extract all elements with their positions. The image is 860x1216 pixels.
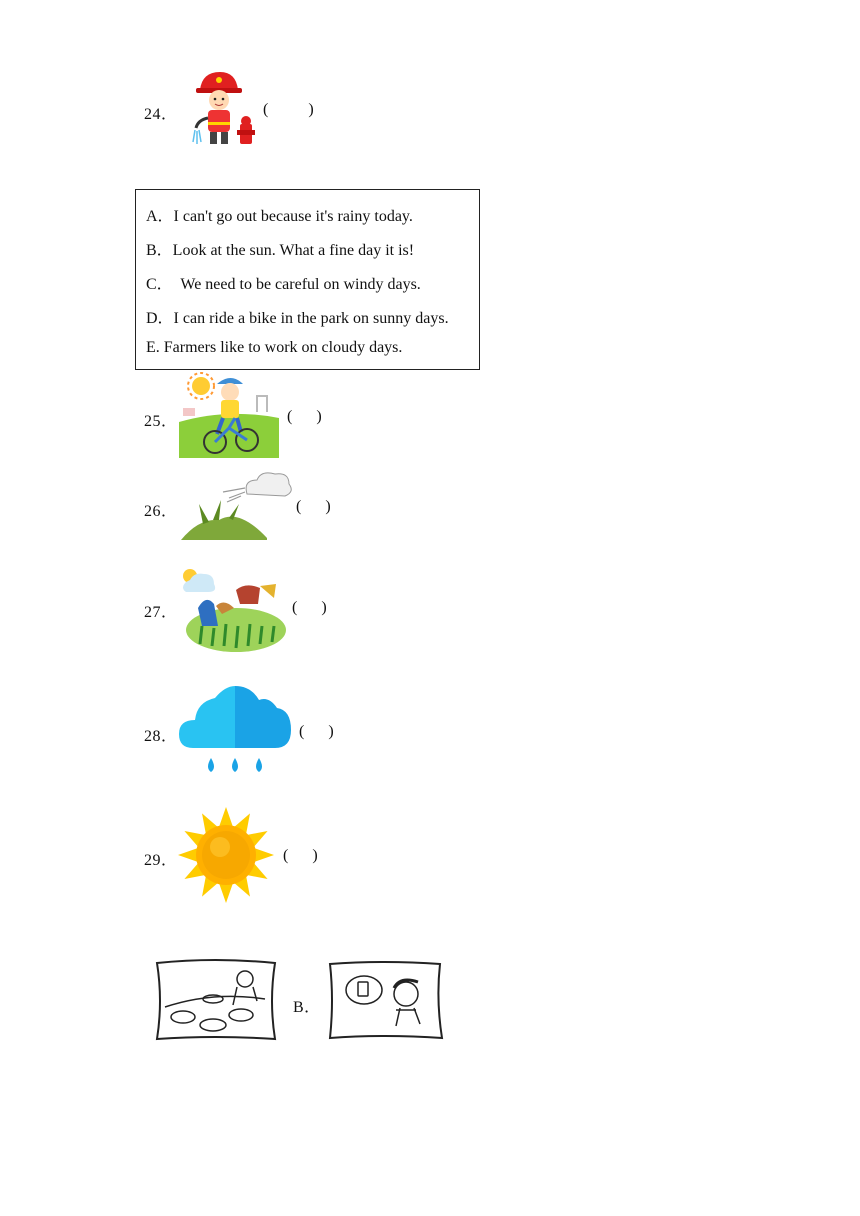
question-28-number: 28． — [144, 728, 178, 745]
options-box — [135, 189, 480, 370]
question-25-number: 25． — [144, 413, 178, 430]
answer-blank-27[interactable]: ( ) — [292, 599, 327, 616]
answer-blank-25[interactable]: ( ) — [287, 408, 322, 425]
option-e: E. Farmers like to work on cloudy days. — [146, 339, 403, 356]
rain-cloud-icon — [179, 686, 291, 782]
windy-cloud-image — [179, 468, 295, 544]
question-29-number: 29． — [144, 852, 178, 869]
thirsty-boy-picture — [326, 960, 444, 1042]
option-b-label: B． — [293, 999, 321, 1016]
farmers-in-field-image — [180, 564, 288, 654]
option-c: C． We need to be careful on windy days. — [146, 276, 421, 293]
option-a: A．I can't go out because it's rainy today. — [146, 208, 413, 225]
firefighter-image — [188, 70, 256, 150]
answer-blank-24[interactable]: ( ) — [263, 101, 314, 118]
dinner-table-picture — [153, 957, 279, 1043]
sun-icon — [178, 806, 274, 904]
answer-blank-28[interactable]: ( ) — [299, 723, 334, 740]
answer-blank-29[interactable]: ( ) — [283, 847, 318, 864]
option-d: D．I can ride a bike in the park on sunny days. — [146, 310, 449, 327]
question-27-number: 27． — [144, 604, 178, 621]
answer-blank-26[interactable]: ( ) — [296, 498, 331, 515]
question-24-number: 24． — [144, 106, 178, 123]
question-26-number: 26． — [144, 503, 178, 520]
option-b: B．Look at the sun. What a fine day it is! — [146, 242, 415, 259]
boy-riding-bike-image — [177, 372, 281, 460]
